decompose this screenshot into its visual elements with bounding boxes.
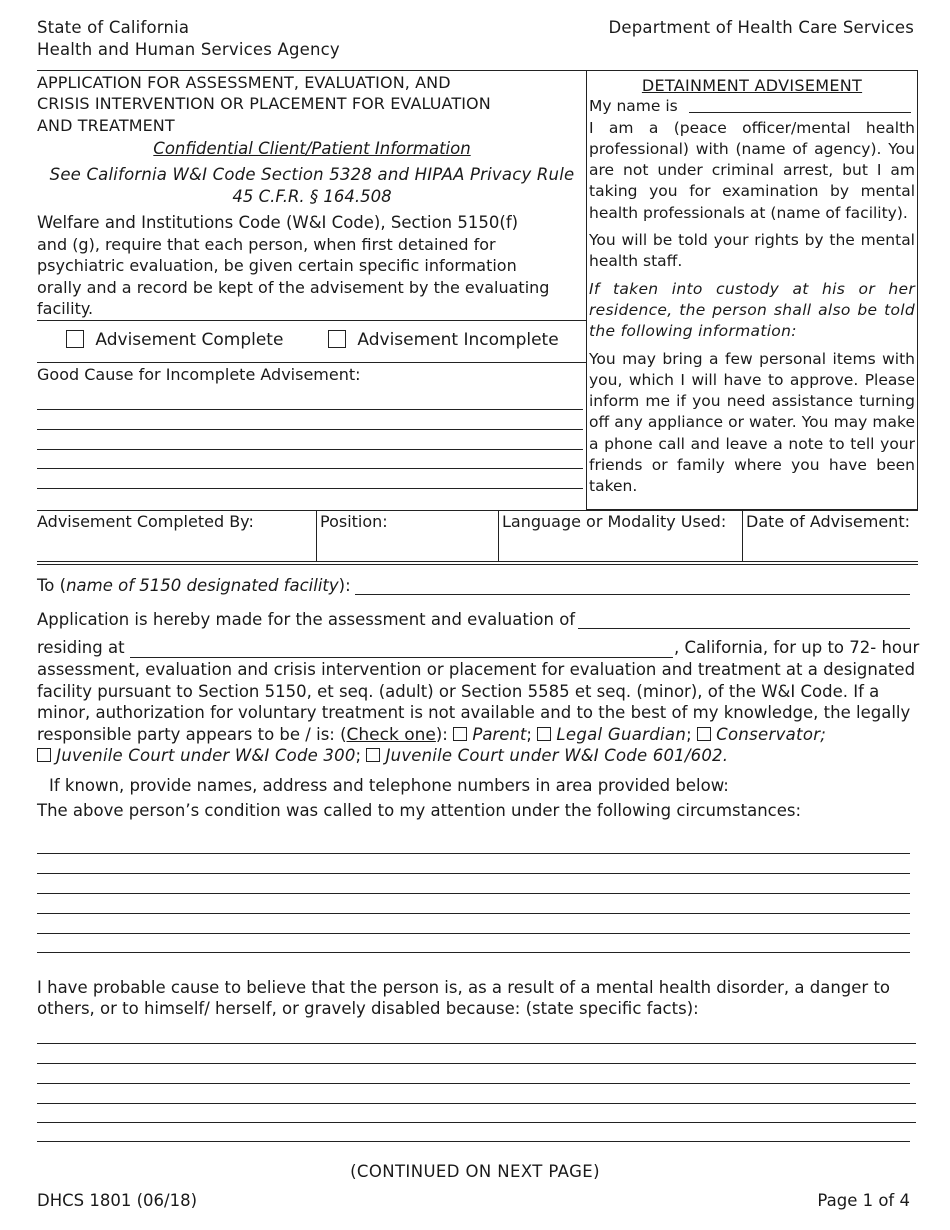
probable-cause-line[interactable]: [37, 1043, 916, 1044]
top-rule: [37, 70, 587, 71]
see-code-line2: 45 C.F.R. § 164.508: [232, 187, 392, 206]
my-name-field[interactable]: [689, 112, 911, 113]
language-label[interactable]: Language or Modality Used:: [502, 512, 727, 531]
good-cause-line[interactable]: [37, 429, 583, 430]
legal-guardian-label: Legal Guardian: [556, 725, 687, 744]
detainment-para3: If taken into custody at his or her residence, the person shall also be told the following information:: [589, 279, 915, 341]
my-name-label: My name is: [589, 97, 678, 116]
form-title-line2: CRISIS INTERVENTION OR PLACEMENT FOR EVALUATION: [37, 94, 491, 113]
divider: [498, 510, 499, 561]
california-cont: , California, for up to 72- hour: [674, 638, 920, 657]
advisement-incomplete-option[interactable]: [328, 330, 559, 350]
responsible-prefix: responsible party appears to be / is: (: [37, 725, 347, 744]
advisement-incomplete-label: Advisement Incomplete: [357, 330, 559, 350]
to-suffix: ):: [338, 576, 351, 595]
see-code-line1: See California W&I Code Section 5328 and HIPAA Privacy Rule: [49, 165, 575, 184]
juvenile-300-label: Juvenile Court under W&I Code 300: [56, 746, 356, 765]
circumstances-label: The above person’s condition was called to my attention under the following circumstances:: [37, 801, 802, 820]
department-label: Department of Health Care Services: [608, 18, 914, 37]
application-line4: facility pursuant to Section 5150, et seq. (adult) or Section 5585 et seq. (minor), of the W&I Code. If a: [37, 682, 880, 701]
responsible-suffix: ):: [435, 725, 448, 744]
detainment-para4: You may bring a few personal items with you, which I will have to approve. Please inform me if you need assistance turning off any appliance or water. You may make a phone call and leave a note to tell your friends or family where you have been taken.: [589, 349, 915, 496]
good-cause-label: Good Cause for Incomplete Advisement:: [37, 365, 361, 384]
circumstances-line[interactable]: [37, 933, 910, 934]
intro-line4: orally and a record be kept of the advisement by the evaluating: [37, 278, 550, 297]
parent-label: Parent: [472, 725, 527, 744]
circumstances-line[interactable]: [37, 952, 910, 953]
to-facility-label: name of 5150 designated facility: [66, 576, 339, 595]
state-label: State of California: [37, 18, 190, 37]
good-cause-top-rule: [37, 362, 587, 363]
application-line5: minor, authorization for voluntary treatment is not available and to the best of my knowledge, the legally: [37, 703, 911, 722]
juvenile-options-row: Juvenile Court under W&I Code 300; Juvenile Court under W&I Code 601/602.: [37, 745, 728, 767]
probable-cause-line[interactable]: [37, 1122, 916, 1123]
advisement-complete-label: Advisement Complete: [95, 330, 284, 350]
agency-label: Health and Human Services Agency: [37, 40, 340, 59]
to-prefix: To (: [37, 576, 67, 595]
facility-name-field[interactable]: [355, 594, 910, 595]
divider: [316, 510, 317, 561]
circumstances-line[interactable]: [37, 893, 910, 894]
detainment-title: DETAINMENT ADVISEMENT: [641, 76, 863, 95]
advisement-incomplete-checkbox[interactable]: [328, 330, 346, 348]
good-cause-line[interactable]: [37, 409, 583, 410]
conservator-checkbox[interactable]: [697, 727, 711, 741]
legal-guardian-checkbox[interactable]: [537, 727, 551, 741]
juvenile-601-label: Juvenile Court under W&I Code 601/602.: [385, 746, 729, 765]
to-facility-row: [37, 575, 351, 597]
circumstances-line[interactable]: [37, 873, 910, 874]
good-cause-line[interactable]: [37, 449, 583, 450]
completed-by-label[interactable]: Advisement Completed By:: [37, 512, 254, 531]
advisement-complete-option[interactable]: [66, 330, 283, 350]
residing-at-label: residing at: [37, 638, 125, 657]
conservator-label: Conservator;: [716, 725, 827, 744]
form-title-line3: AND TREATMENT: [37, 116, 175, 135]
good-cause-line[interactable]: [37, 488, 583, 489]
patient-name-field[interactable]: [578, 628, 910, 629]
probable-cause-line2: others, or to himself/ herself, or gravely disabled because: (state specific facts):: [37, 999, 699, 1018]
intro-line2: and (g), require that each person, when first detained for: [37, 235, 496, 254]
probable-cause-line[interactable]: [37, 1063, 916, 1064]
date-label[interactable]: Date of Advisement:: [746, 512, 910, 531]
completion-bottom-rule-2: [37, 564, 918, 565]
probable-cause-line1: I have probable cause to believe that the person is, as a result of a mental health disorder, a danger to: [37, 978, 891, 997]
completion-bottom-rule: [37, 561, 918, 562]
probable-cause-line[interactable]: [37, 1141, 910, 1142]
probable-cause-line[interactable]: [37, 1103, 916, 1104]
intro-line1: Welfare and Institutions Code (W&I Code), Section 5150(f): [37, 213, 519, 232]
continued-note: (CONTINUED ON NEXT PAGE): [350, 1162, 600, 1181]
circumstances-line[interactable]: [37, 913, 910, 914]
responsible-party-row: responsible party appears to be / is: (Check one): Parent; Legal Guardian; Conservator;: [37, 725, 827, 745]
juvenile-300-checkbox[interactable]: [37, 748, 51, 762]
advisement-top-rule: [37, 320, 587, 321]
intro-line5: facility.: [37, 299, 94, 318]
page-number: Page 1 of 4: [817, 1191, 910, 1210]
parent-checkbox[interactable]: [453, 727, 467, 741]
if-known-label: If known, provide names, address and telephone numbers in area provided below:: [49, 776, 729, 795]
form-title-line1: APPLICATION FOR ASSESSMENT, EVALUATION, AND: [37, 73, 451, 92]
application-line3: assessment, evaluation and crisis intervention or placement for evaluation and treatment at a designated: [37, 660, 916, 679]
juvenile-601-checkbox[interactable]: [366, 748, 380, 762]
applied-for-label: Application is hereby made for the assessment and evaluation of: [37, 610, 576, 629]
circumstances-line[interactable]: [37, 853, 910, 854]
divider: [742, 510, 743, 561]
detainment-para2: You will be told your rights by the mental health staff.: [589, 231, 915, 271]
good-cause-line[interactable]: [37, 468, 583, 469]
position-label[interactable]: Position:: [320, 512, 388, 531]
residence-field[interactable]: [130, 657, 673, 658]
probable-cause-line[interactable]: [37, 1083, 910, 1084]
confidential-heading: Confidential Client/Patient Information: [153, 139, 471, 158]
my-name-row: [589, 96, 915, 117]
detainment-para1: I am a (peace officer/mental health professional) with (name of agency). You are not under criminal arrest, but I am taking you for examination by mental health professionals at (name of facility).: [589, 118, 915, 222]
intro-line3: psychiatric evaluation, be given certain specific information: [37, 256, 517, 275]
advisement-complete-checkbox[interactable]: [66, 330, 84, 348]
form-id: DHCS 1801 (06/18): [37, 1191, 198, 1210]
detainment-advisement-box: [586, 70, 918, 510]
check-one-label: Check one: [346, 725, 436, 745]
